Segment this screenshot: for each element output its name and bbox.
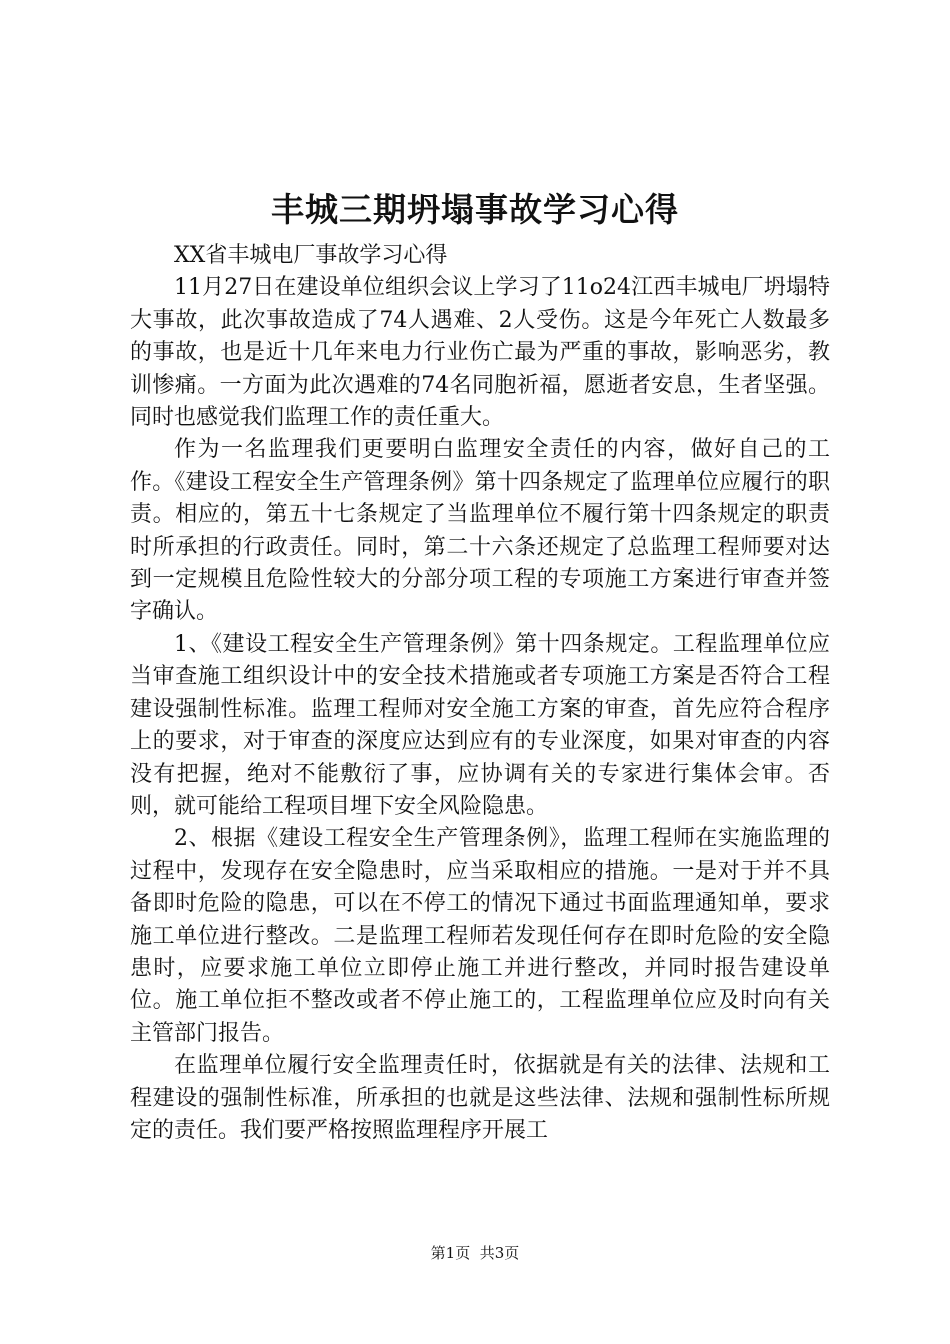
paragraph-2: 作为一名监理我们更要明白监理安全责任的内容，做好自己的工作。《建设工程安全生产管理条例》第十四条规定了监理单位应履行的职责。相应的，第五十七条规定了当监理单位不履行第十四条规定的职责时所承担的行政责任。同时，第二十六条还规定了总监理工程师要对达到一定规模且危险性较大的分部分项工程的专项施工方案进行审查并签字确认。 bbox=[130, 437, 830, 625]
paragraph-5: 在监理单位履行安全监理责任时，依据就是有关的法律、法规和工程建设的强制性标准，所承担的也就是这些法律、法规和强制性标所规定的责任。我们要严格按照监理程序开展工 bbox=[130, 1053, 830, 1143]
paragraph-1: 11月27日在建设单位组织会议上学习了11o24江西丰城电厂坍塌特大事故，此次事故造成了74人遇难、2人受伤。这是今年死亡人数最多的事故，也是近十几年来电力行业伤亡最为严重的事故，影响恶劣，教训惨痛。一方面为此次遇难的74名同胞祈福，愿逝者安息，生者坚强。同时也感觉我们监理工作的责任重大。 bbox=[130, 275, 830, 431]
page-number-current: 第1页 bbox=[430, 1244, 471, 1262]
page-number-total: 共3页 bbox=[479, 1244, 520, 1262]
paragraph-3: 1、《建设工程安全生产管理条例》第十四条规定。工程监理单位应当审查施工组织设计中的安全技术措施或者专项施工方案是否符合工程建设强制性标准。监理工程师对安全施工方案的审查，首先应符合程序上的要求，对于审查的深度应达到应有的专业深度，如果对审查的内容没有把握，绝对不能敷衍了事，应协调有关的专家进行集体会审。否则，就可能给工程项目埋下安全风险隐患。 bbox=[130, 631, 830, 819]
document-title: 丰城三期坍塌事故学习心得 bbox=[271, 190, 679, 229]
page-footer bbox=[0, 1243, 950, 1263]
paragraph-subtitle: XX省丰城电厂事故学习心得 bbox=[174, 243, 448, 268]
paragraph-4: 2、根据《建设工程安全生产管理条例》，监理工程师在实施监理的过程中，发现存在安全隐患时，应当采取相应的措施。一是对于并不具备即时危险的隐患，可以在不停工的情况下通过书面监理通知单，要求施工单位进行整改。二是监理工程师若发现任何存在即时危险的安全隐患时，应要求施工单位立即停止施工并进行整改，并同时报告建设单位。施工单位拒不整改或者不停止施工的，工程监理单位应及时向有关主管部门报告。 bbox=[130, 826, 830, 1046]
document-body bbox=[130, 240, 830, 1147]
footer-spacer bbox=[470, 1244, 480, 1262]
